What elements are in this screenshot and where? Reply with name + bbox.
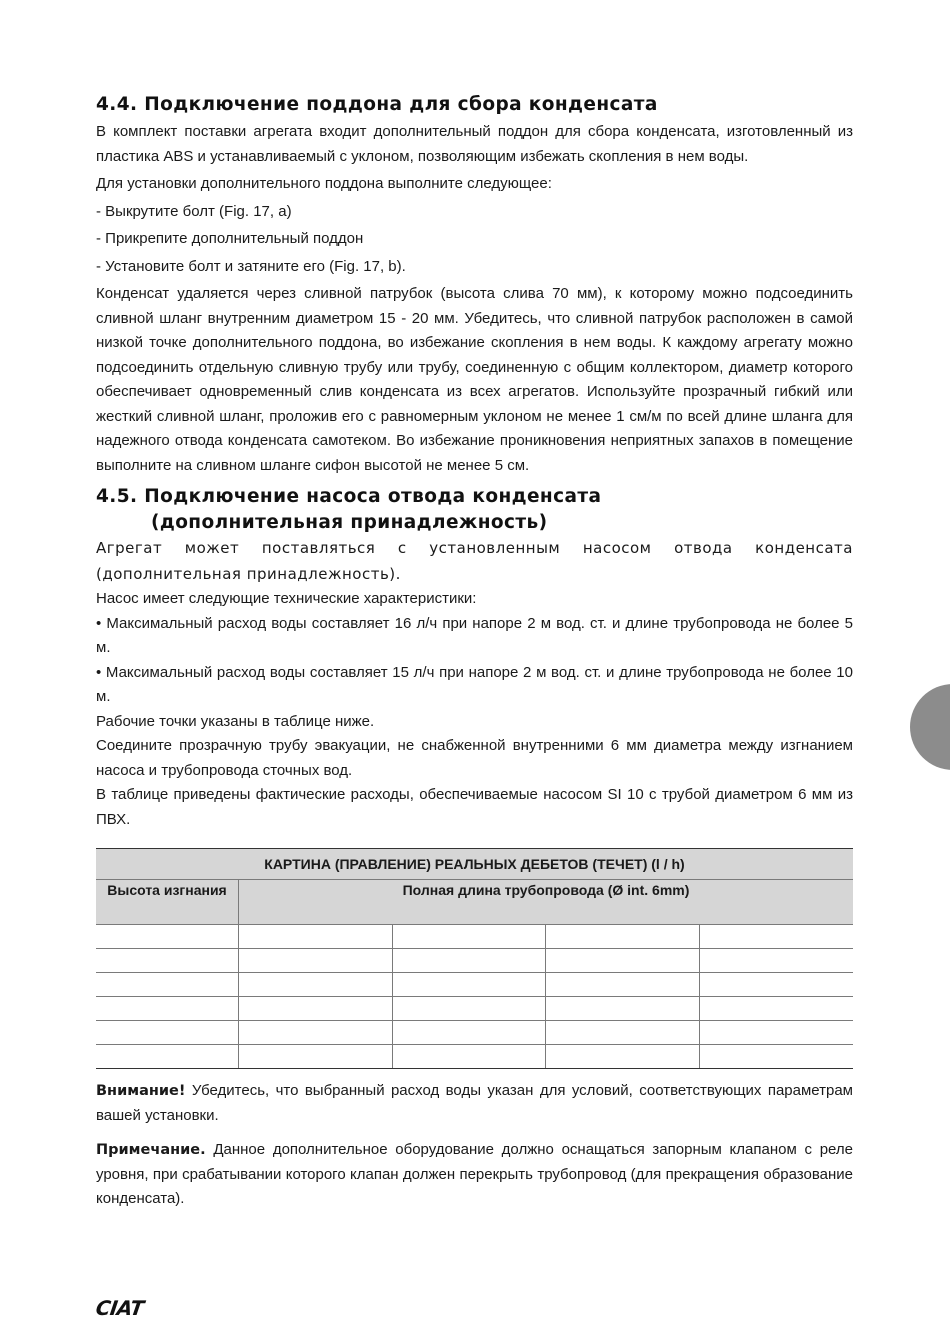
table-row bbox=[96, 1021, 853, 1045]
table-description: В таблице приведены фактические расходы, обеспечиваемые насосом SI 10 с трубой диаметром 6 мм из ПВХ. bbox=[96, 786, 853, 828]
section-4-5-heading-line2: (дополнительная принадлежность) bbox=[151, 512, 548, 533]
step-item: - Выкрутите болт (Fig. 17, a) bbox=[96, 202, 292, 220]
table-cell bbox=[96, 949, 239, 973]
table-row bbox=[96, 1045, 853, 1069]
section-4-5-intro: Агрегат может поставляться с установленным насосом отвода конденсата (дополнительная принадлежность). bbox=[96, 539, 853, 583]
ciat-logo: CIAT bbox=[94, 1296, 146, 1320]
remark-note bbox=[96, 1138, 853, 1212]
table-cell bbox=[546, 949, 700, 973]
table-cell bbox=[239, 997, 393, 1021]
warning-note bbox=[96, 1079, 853, 1128]
table-row bbox=[96, 997, 853, 1021]
table-cell bbox=[546, 925, 700, 949]
table-cell bbox=[239, 1021, 393, 1045]
table-cell bbox=[96, 1021, 239, 1045]
table-cell bbox=[546, 1021, 700, 1045]
section-4-4-heading: 4.4. Подключение поддона для сбора конденсата bbox=[96, 94, 658, 115]
table-cell bbox=[546, 973, 700, 997]
section-4-4-instructions-lead: Для установки дополнительного поддона выполните следующее: bbox=[96, 175, 552, 192]
table-cell bbox=[700, 973, 854, 997]
pump-spec-bullet: • Максимальный расход воды составляет 15 л/ч при напоре 2 м вод. ст. и длине трубопровода не более 10 м. bbox=[96, 663, 853, 705]
table-cell bbox=[700, 1045, 854, 1069]
table-cell bbox=[239, 949, 393, 973]
table-cell bbox=[393, 949, 546, 973]
table-cell bbox=[239, 973, 393, 997]
connection-instruction: Соедините прозрачную трубу эвакуации, не снабженной внутренними 6 мм диаметра между изгнанием насоса и трубопровода сточных вод. bbox=[96, 737, 853, 779]
table-cell bbox=[700, 925, 854, 949]
column-header-discharge-height: Высота изгнания bbox=[96, 880, 239, 925]
table-row bbox=[96, 949, 853, 973]
chapter-tab-marker bbox=[910, 684, 950, 770]
section-4-4-intro: В комплект поставки агрегата входит дополнительный поддон для сбора конденсата, изготовленный из пластика ABS и устанавливаемый с уклоном, позволяющим избежать скопления в нем воды. bbox=[96, 123, 853, 165]
section-4-5-heading bbox=[96, 484, 853, 536]
table-cell bbox=[96, 925, 239, 949]
table-title: КАРТИНА (ПРАВЛЕНИЕ) РЕАЛЬНЫХ ДЕБЕТОВ (ТЕЧЕТ) (l / h) bbox=[96, 849, 853, 880]
document-page bbox=[96, 92, 853, 1212]
section-4-4-drain-paragraph: Конденсат удаляется через сливной патрубок (высота слива 70 мм), к которому можно подсоединить сливной шланг внутренним диаметром 15 - 20 мм. Убедитесь, что сливной патрубок расположен в самой низкой точке дополнительного поддона, во избежание скопления в нем воды. К каждому агрегату можно подсоединить отдельную сливную трубу или трубу, соединенную с общим коллектором, диаметр которого обеспечивает одновременный слив конденсата из всех агрегатов. Используйте прозрачный гибкий или жесткий сливной шланг, проложив его с равномерным уклоном не менее 1 см/м по всей длине шланга для надежного отвода конденсата самотеком. Во избежание проникновения неприятных запахов в помещение выполните на сливном шланге сифон высотой не менее 5 см. bbox=[96, 285, 853, 474]
table-cell bbox=[239, 925, 393, 949]
table-cell bbox=[700, 1021, 854, 1045]
warning-label: Внимание! bbox=[96, 1083, 186, 1099]
table-cell bbox=[393, 973, 546, 997]
table-cell bbox=[546, 1045, 700, 1069]
table-cell bbox=[700, 997, 854, 1021]
table-cell bbox=[393, 1021, 546, 1045]
step-item: - Прикрепите дополнительный поддон bbox=[96, 230, 364, 247]
pump-spec-bullet: • Максимальный расход воды составляет 16 л/ч при напоре 2 м вод. ст. и длине трубопровода не более 5 м. bbox=[96, 614, 853, 656]
flow-rate-table bbox=[96, 848, 853, 1069]
table-cell bbox=[546, 997, 700, 1021]
table-cell bbox=[393, 925, 546, 949]
remark-text: Данное дополнительное оборудование должно оснащаться запорным клапаном с реле уровня, при срабатывании которого клапан должен перекрыть трубопровод (для прекращения образование конденсата). bbox=[96, 1141, 853, 1207]
operating-points-note: Рабочие точки указаны в таблице ниже. bbox=[96, 712, 375, 730]
table-cell bbox=[96, 1045, 239, 1069]
step-item: - Установите болт и затяните его (Fig. 17, b). bbox=[96, 257, 406, 275]
section-4-5-heading-line1: 4.5. Подключение насоса отвода конденсата bbox=[96, 486, 602, 507]
warning-text: Убедитесь, что выбранный расход воды указан для условий, соответствующих параметрам вашей установки. bbox=[96, 1082, 853, 1124]
table-row bbox=[96, 973, 853, 997]
table-cell bbox=[239, 1045, 393, 1069]
remark-label: Примечание. bbox=[96, 1142, 206, 1158]
table-cell bbox=[96, 973, 239, 997]
table-title-row bbox=[96, 849, 853, 880]
table-header-row bbox=[96, 880, 853, 925]
table-cell bbox=[96, 997, 239, 1021]
table-cell bbox=[393, 997, 546, 1021]
table-cell bbox=[393, 1045, 546, 1069]
pump-spec-lead: Насос имеет следующие технические характеристики: bbox=[96, 590, 477, 607]
table-row bbox=[96, 925, 853, 949]
column-header-pipe-length: Полная длина трубопровода (Ø int. 6mm) bbox=[239, 880, 854, 925]
table-cell bbox=[700, 949, 854, 973]
